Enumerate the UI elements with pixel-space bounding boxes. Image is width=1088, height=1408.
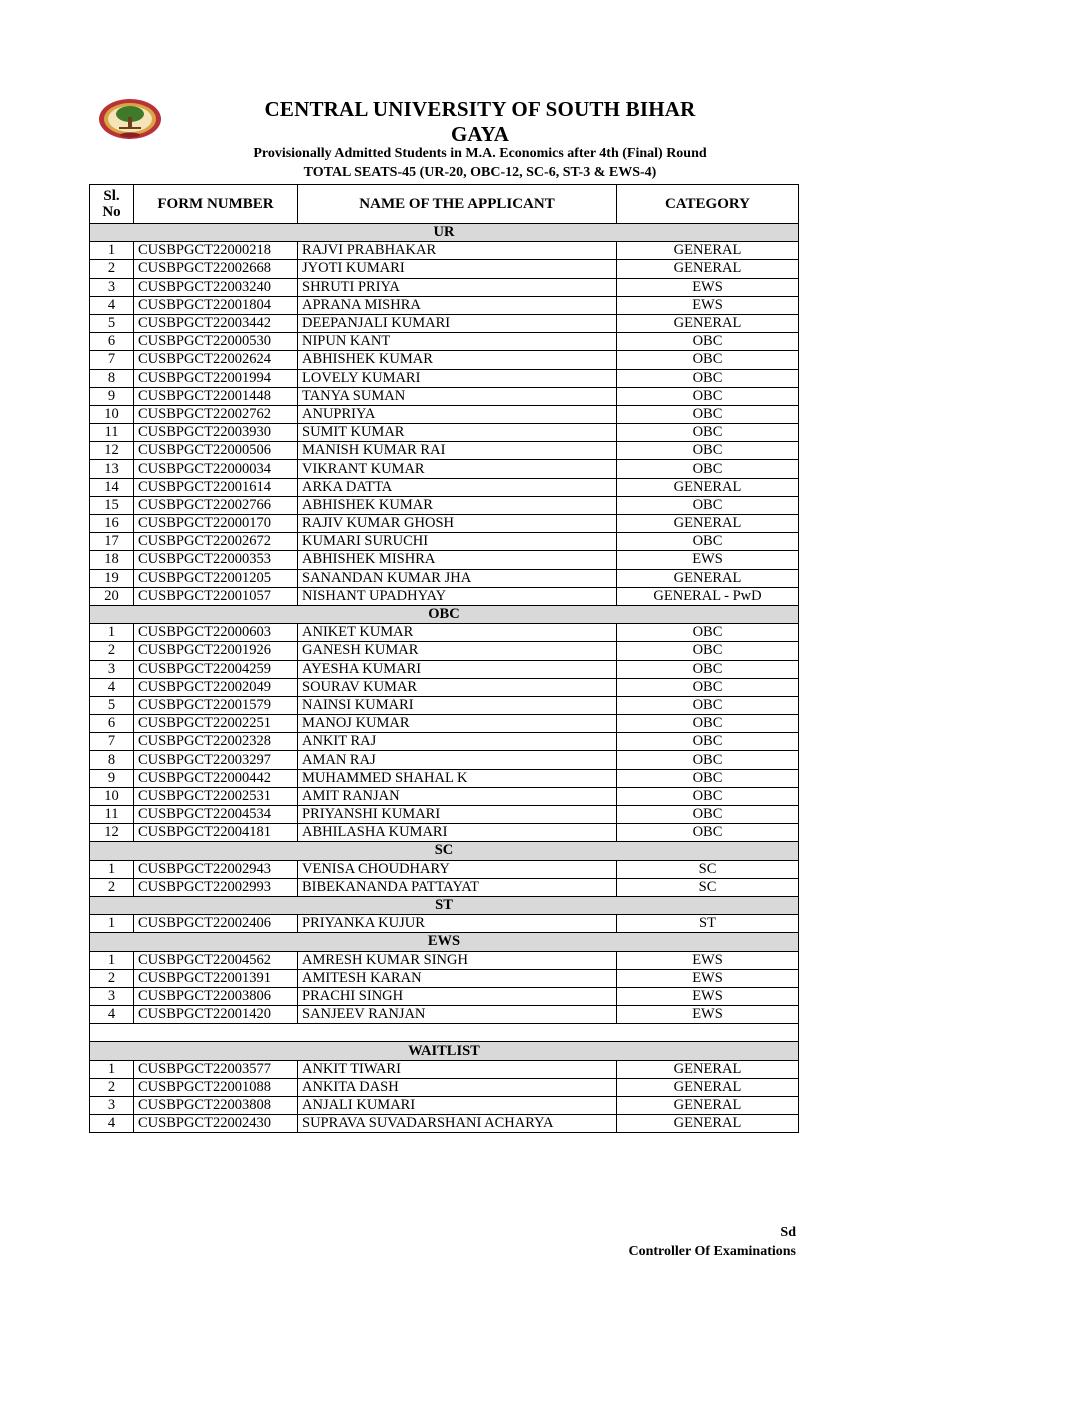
serial-number-cell: 2 xyxy=(90,969,134,987)
column-header-form-number: FORM NUMBER xyxy=(134,185,298,224)
category-cell: EWS xyxy=(617,1006,799,1024)
table-row xyxy=(90,678,799,696)
serial-number-cell: 9 xyxy=(90,387,134,405)
applicant-name-cell: AMITESH KARAN xyxy=(298,969,617,987)
form-number-cell: CUSBPGCT22002531 xyxy=(134,787,298,805)
form-number-cell: CUSBPGCT22002993 xyxy=(134,878,298,896)
table-row xyxy=(90,351,799,369)
category-cell: GENERAL xyxy=(617,260,799,278)
table-header-row xyxy=(90,185,799,224)
category-cell: GENERAL xyxy=(617,1115,799,1133)
applicant-name-cell: LOVELY KUMARI xyxy=(298,369,617,387)
form-number-cell: CUSBPGCT22004259 xyxy=(134,660,298,678)
applicant-name-cell: SUPRAVA SUVADARSHANI ACHARYA xyxy=(298,1115,617,1133)
category-cell: OBC xyxy=(617,733,799,751)
serial-number-cell: 1 xyxy=(90,951,134,969)
table-row xyxy=(90,878,799,896)
table-row xyxy=(90,915,799,933)
table-row xyxy=(90,296,799,314)
form-number-cell: CUSBPGCT22002406 xyxy=(134,915,298,933)
category-cell: OBC xyxy=(617,660,799,678)
form-number-cell: CUSBPGCT22002672 xyxy=(134,533,298,551)
form-number-cell: CUSBPGCT22000218 xyxy=(134,242,298,260)
section-title: EWS xyxy=(90,933,799,951)
form-number-cell: CUSBPGCT22002943 xyxy=(134,860,298,878)
category-cell: EWS xyxy=(617,278,799,296)
serial-number-cell: 1 xyxy=(90,915,134,933)
table-row xyxy=(90,314,799,332)
table-row xyxy=(90,333,799,351)
serial-number-cell: 1 xyxy=(90,1060,134,1078)
table-row xyxy=(90,642,799,660)
form-number-cell: CUSBPGCT22002766 xyxy=(134,496,298,514)
applicant-name-cell: ABHISHEK KUMAR xyxy=(298,351,617,369)
form-number-cell: CUSBPGCT22002668 xyxy=(134,260,298,278)
serial-number-cell: 14 xyxy=(90,478,134,496)
form-number-cell: CUSBPGCT22000442 xyxy=(134,769,298,787)
section-title: UR xyxy=(90,224,799,242)
applicant-name-cell: RAJVI PRABHAKAR xyxy=(298,242,617,260)
form-number-cell: CUSBPGCT22000506 xyxy=(134,442,298,460)
serial-number-cell: 8 xyxy=(90,369,134,387)
category-cell: EWS xyxy=(617,551,799,569)
serial-number-cell: 2 xyxy=(90,260,134,278)
applicant-name-cell: MANOJ KUMAR xyxy=(298,715,617,733)
applicant-name-cell: SHRUTI PRIYA xyxy=(298,278,617,296)
serial-number-cell: 4 xyxy=(90,1006,134,1024)
table-row xyxy=(90,1006,799,1024)
form-number-cell: CUSBPGCT22000353 xyxy=(134,551,298,569)
table-row xyxy=(90,969,799,987)
serial-number-cell: 4 xyxy=(90,296,134,314)
applicant-name-cell: KUMARI SURUCHI xyxy=(298,533,617,551)
table-row xyxy=(90,424,799,442)
serial-number-cell: 10 xyxy=(90,787,134,805)
table-row xyxy=(90,515,799,533)
serial-number-cell: 2 xyxy=(90,1078,134,1096)
applicant-name-cell: JYOTI KUMARI xyxy=(298,260,617,278)
form-number-cell: CUSBPGCT22001614 xyxy=(134,478,298,496)
table-row xyxy=(90,787,799,805)
serial-number-cell: 3 xyxy=(90,660,134,678)
serial-number-cell: 3 xyxy=(90,1097,134,1115)
table-row xyxy=(90,624,799,642)
form-number-cell: CUSBPGCT22001448 xyxy=(134,387,298,405)
category-cell: OBC xyxy=(617,806,799,824)
table-row xyxy=(90,369,799,387)
table-row xyxy=(90,696,799,714)
category-cell: OBC xyxy=(617,424,799,442)
category-cell: GENERAL xyxy=(617,314,799,332)
serial-number-cell: 4 xyxy=(90,678,134,696)
form-number-cell: CUSBPGCT22002762 xyxy=(134,405,298,423)
applicant-name-cell: NIPUN KANT xyxy=(298,333,617,351)
form-number-cell: CUSBPGCT22000034 xyxy=(134,460,298,478)
serial-number-cell: 16 xyxy=(90,515,134,533)
applicant-name-cell: AMIT RANJAN xyxy=(298,787,617,805)
form-number-cell: CUSBPGCT22003808 xyxy=(134,1097,298,1115)
category-cell: GENERAL xyxy=(617,515,799,533)
column-header-applicant-name: NAME OF THE APPLICANT xyxy=(298,185,617,224)
category-cell: OBC xyxy=(617,442,799,460)
applicant-name-cell: AMAN RAJ xyxy=(298,751,617,769)
serial-number-cell: 1 xyxy=(90,624,134,642)
section-header-row xyxy=(90,605,799,623)
category-cell: GENERAL xyxy=(617,1097,799,1115)
category-cell: OBC xyxy=(617,496,799,514)
applicant-name-cell: ANIKET KUMAR xyxy=(298,624,617,642)
serial-number-cell: 13 xyxy=(90,460,134,478)
category-cell: EWS xyxy=(617,951,799,969)
applicant-name-cell: PRIYANKA KUJUR xyxy=(298,915,617,933)
applicant-name-cell: ANJALI KUMARI xyxy=(298,1097,617,1115)
serial-number-cell: 3 xyxy=(90,278,134,296)
table-row xyxy=(90,1060,799,1078)
table-row xyxy=(90,1078,799,1096)
serial-number-cell: 19 xyxy=(90,569,134,587)
table-row xyxy=(90,260,799,278)
applicant-name-cell: GANESH KUMAR xyxy=(298,642,617,660)
category-cell: EWS xyxy=(617,969,799,987)
column-header-sl-no: Sl. No xyxy=(90,185,134,224)
form-number-cell: CUSBPGCT22000603 xyxy=(134,624,298,642)
form-number-cell: CUSBPGCT22004534 xyxy=(134,806,298,824)
form-number-cell: CUSBPGCT22003297 xyxy=(134,751,298,769)
form-number-cell: CUSBPGCT22003240 xyxy=(134,278,298,296)
category-cell: GENERAL xyxy=(617,1060,799,1078)
form-number-cell: CUSBPGCT22002049 xyxy=(134,678,298,696)
applicant-name-cell: SANANDAN KUMAR JHA xyxy=(298,569,617,587)
table-row xyxy=(90,533,799,551)
blank-spacer-row xyxy=(90,1024,799,1042)
form-number-cell: CUSBPGCT22002251 xyxy=(134,715,298,733)
applicant-name-cell: ANUPRIYA xyxy=(298,405,617,423)
section-header-row xyxy=(90,224,799,242)
serial-number-cell: 12 xyxy=(90,442,134,460)
applicant-name-cell: PRACHI SINGH xyxy=(298,987,617,1005)
form-number-cell: CUSBPGCT22003577 xyxy=(134,1060,298,1078)
category-cell: OBC xyxy=(617,787,799,805)
applicant-name-cell: VIKRANT KUMAR xyxy=(298,460,617,478)
column-header-category: CATEGORY xyxy=(617,185,799,224)
form-number-cell: CUSBPGCT22004181 xyxy=(134,824,298,842)
form-number-cell: CUSBPGCT22003806 xyxy=(134,987,298,1005)
serial-number-cell: 6 xyxy=(90,715,134,733)
serial-number-cell: 2 xyxy=(90,878,134,896)
category-cell: GENERAL - PwD xyxy=(617,587,799,605)
category-cell: OBC xyxy=(617,642,799,660)
table-row xyxy=(90,824,799,842)
table-row xyxy=(90,951,799,969)
category-cell: EWS xyxy=(617,296,799,314)
category-cell: OBC xyxy=(617,369,799,387)
applicant-name-cell: PRIYANSHI KUMARI xyxy=(298,806,617,824)
form-number-cell: CUSBPGCT22001088 xyxy=(134,1078,298,1096)
form-number-cell: CUSBPGCT22002328 xyxy=(134,733,298,751)
table-row xyxy=(90,1115,799,1133)
table-row xyxy=(90,1097,799,1115)
section-header-row xyxy=(90,933,799,951)
form-number-cell: CUSBPGCT22003442 xyxy=(134,314,298,332)
form-number-cell: CUSBPGCT22001994 xyxy=(134,369,298,387)
applicant-name-cell: SOURAV KUMAR xyxy=(298,678,617,696)
category-cell: SC xyxy=(617,860,799,878)
applicant-name-cell: NAINSI KUMARI xyxy=(298,696,617,714)
applicant-name-cell: ANKIT TIWARI xyxy=(298,1060,617,1078)
table-row xyxy=(90,551,799,569)
category-cell: OBC xyxy=(617,678,799,696)
section-title: WAITLIST xyxy=(90,1042,799,1060)
form-number-cell: CUSBPGCT22001804 xyxy=(134,296,298,314)
table-row xyxy=(90,987,799,1005)
serial-number-cell: 4 xyxy=(90,1115,134,1133)
category-cell: GENERAL xyxy=(617,569,799,587)
applicant-name-cell: MANISH KUMAR RAI xyxy=(298,442,617,460)
category-cell: SC xyxy=(617,878,799,896)
category-cell: OBC xyxy=(617,624,799,642)
applicant-name-cell: TANYA SUMAN xyxy=(298,387,617,405)
category-cell: GENERAL xyxy=(617,1078,799,1096)
serial-number-cell: 20 xyxy=(90,587,134,605)
table-row xyxy=(90,806,799,824)
serial-number-cell: 12 xyxy=(90,824,134,842)
category-cell: OBC xyxy=(617,387,799,405)
applicant-name-cell: DEEPANJALI KUMARI xyxy=(298,314,617,332)
table-row xyxy=(90,660,799,678)
seat-summary: TOTAL SEATS-45 (UR-20, OBC-12, SC-6, ST-3 & EWS-4) xyxy=(303,165,657,180)
applicant-name-cell: AYESHA KUMARI xyxy=(298,660,617,678)
serial-number-cell: 11 xyxy=(90,424,134,442)
serial-number-cell: 3 xyxy=(90,987,134,1005)
table-row xyxy=(90,242,799,260)
form-number-cell: CUSBPGCT22001579 xyxy=(134,696,298,714)
serial-number-cell: 7 xyxy=(90,351,134,369)
form-number-cell: CUSBPGCT22004562 xyxy=(134,951,298,969)
category-cell: OBC xyxy=(617,824,799,842)
category-cell: OBC xyxy=(617,405,799,423)
applicant-name-cell: ANKITA DASH xyxy=(298,1078,617,1096)
applicant-name-cell: SANJEEV RANJAN xyxy=(298,1006,617,1024)
table-row xyxy=(90,751,799,769)
category-cell: OBC xyxy=(617,351,799,369)
serial-number-cell: 5 xyxy=(90,314,134,332)
table-row xyxy=(90,478,799,496)
form-number-cell: CUSBPGCT22000170 xyxy=(134,515,298,533)
table-row xyxy=(90,460,799,478)
applicant-name-cell: ARKA DATTA xyxy=(298,478,617,496)
serial-number-cell: 2 xyxy=(90,642,134,660)
table-body xyxy=(90,224,799,1133)
table-row xyxy=(90,860,799,878)
serial-number-cell: 9 xyxy=(90,769,134,787)
university-city: GAYA xyxy=(451,122,509,146)
category-cell: OBC xyxy=(617,460,799,478)
category-cell: OBC xyxy=(617,696,799,714)
applicant-name-cell: VENISA CHOUDHARY xyxy=(298,860,617,878)
serial-number-cell: 11 xyxy=(90,806,134,824)
serial-number-cell: 6 xyxy=(90,333,134,351)
table-row xyxy=(90,587,799,605)
section-header-row xyxy=(90,1042,799,1060)
serial-number-cell: 8 xyxy=(90,751,134,769)
table-row xyxy=(90,769,799,787)
section-header-row xyxy=(90,842,799,860)
section-title: OBC xyxy=(90,605,799,623)
table-row xyxy=(90,442,799,460)
form-number-cell: CUSBPGCT22001420 xyxy=(134,1006,298,1024)
signature-mark: Sd xyxy=(780,1225,796,1240)
university-name: CENTRAL UNIVERSITY OF SOUTH BIHAR xyxy=(264,97,696,121)
form-number-cell: CUSBPGCT22002624 xyxy=(134,351,298,369)
applicant-name-cell: ABHILASHA KUMARI xyxy=(298,824,617,842)
serial-number-cell: 10 xyxy=(90,405,134,423)
applicant-name-cell: ABHISHEK KUMAR xyxy=(298,496,617,514)
form-number-cell: CUSBPGCT22001057 xyxy=(134,587,298,605)
serial-number-cell: 7 xyxy=(90,733,134,751)
applicant-name-cell: ABHISHEK MISHRA xyxy=(298,551,617,569)
category-cell: GENERAL xyxy=(617,242,799,260)
category-cell: OBC xyxy=(617,751,799,769)
form-number-cell: CUSBPGCT22003930 xyxy=(134,424,298,442)
table-row xyxy=(90,733,799,751)
applicant-name-cell: APRANA MISHRA xyxy=(298,296,617,314)
section-title: SC xyxy=(90,842,799,860)
form-number-cell: CUSBPGCT22001391 xyxy=(134,969,298,987)
category-cell: OBC xyxy=(617,533,799,551)
section-header-row xyxy=(90,896,799,914)
serial-number-cell: 17 xyxy=(90,533,134,551)
category-cell: OBC xyxy=(617,715,799,733)
category-cell: EWS xyxy=(617,987,799,1005)
form-number-cell: CUSBPGCT22001205 xyxy=(134,569,298,587)
applicant-name-cell: NISHANT UPADHYAY xyxy=(298,587,617,605)
category-cell: GENERAL xyxy=(617,478,799,496)
category-cell: ST xyxy=(617,915,799,933)
table-row xyxy=(90,715,799,733)
form-number-cell: CUSBPGCT22000530 xyxy=(134,333,298,351)
serial-number-cell: 1 xyxy=(90,860,134,878)
table-row xyxy=(90,569,799,587)
table-row xyxy=(90,387,799,405)
applicant-name-cell: RAJIV KUMAR GHOSH xyxy=(298,515,617,533)
serial-number-cell: 1 xyxy=(90,242,134,260)
form-number-cell: CUSBPGCT22001926 xyxy=(134,642,298,660)
category-cell: OBC xyxy=(617,333,799,351)
serial-number-cell: 18 xyxy=(90,551,134,569)
document-subtitle: Provisionally Admitted Students in M.A. Economics after 4th (Final) Round xyxy=(253,146,707,161)
applicant-name-cell: MUHAMMED SHAHAL K xyxy=(298,769,617,787)
serial-number-cell: 5 xyxy=(90,696,134,714)
section-title: ST xyxy=(90,896,799,914)
category-cell: OBC xyxy=(617,769,799,787)
applicant-name-cell: SUMIT KUMAR xyxy=(298,424,617,442)
blank-cell xyxy=(90,1024,799,1042)
table-row xyxy=(90,278,799,296)
signature-designation: Controller Of Examinations xyxy=(628,1244,796,1259)
applicant-name-cell: BIBEKANANDA PATTAYAT xyxy=(298,878,617,896)
form-number-cell: CUSBPGCT22002430 xyxy=(134,1115,298,1133)
serial-number-cell: 15 xyxy=(90,496,134,514)
applicant-name-cell: AMRESH KUMAR SINGH xyxy=(298,951,617,969)
table-row xyxy=(90,496,799,514)
admission-table xyxy=(89,184,799,1133)
table-row xyxy=(90,405,799,423)
applicant-name-cell: ANKIT RAJ xyxy=(298,733,617,751)
